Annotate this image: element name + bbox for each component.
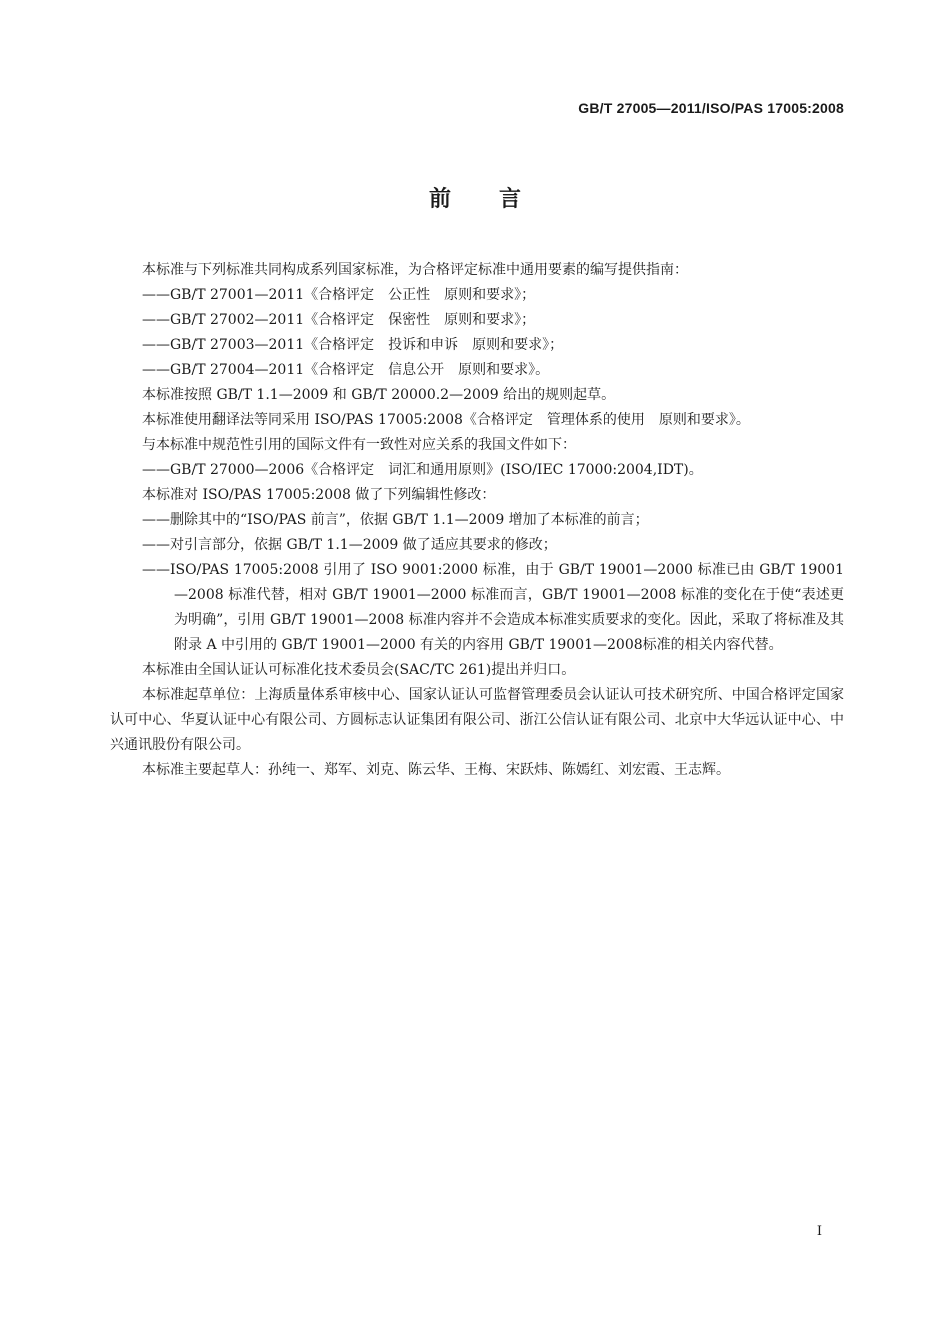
drafters-paragraph: 本标准主要起草人：孙纯一、郑军、刘克、陈云华、王梅、宋跃炜、陈嫣红、刘宏霞、王志辉。 — [142, 762, 730, 778]
list-item-modification-1: ——删除其中的“ISO/PAS 前言”，依据 GB/T 1.1—2009 增加了本标准的前言； — [142, 512, 649, 528]
modifications-paragraph: 本标准对 ISO/PAS 17005:2008 做了下列编辑性修改： — [142, 487, 496, 503]
document-body — [110, 258, 844, 783]
list-item-gbt27003: ——GB/T 27003—2011《合格评定 投诉和申诉 原则和要求》； — [142, 337, 564, 353]
intro-paragraph: 本标准与下列标准共同构成系列国家标准，为合格评定标准中通用要素的编写提供指南： — [142, 262, 688, 278]
drafting-units-paragraph: 本标准起草单位：上海质量体系审核中心、国家认证认可监督管理委员会认证认可技术研究所、中国合格评定国家认可中心、华夏认证中心有限公司、方圆标志认证集团有限公司、浙江公信认证有限公司、北京中大华远认证中心、中兴通讯股份有限公司。 — [110, 687, 844, 753]
adoption-paragraph: 本标准使用翻译法等同采用 ISO/PAS 17005:2008《合格评定 管理体系的使用 原则和要求》。 — [142, 412, 750, 428]
committee-paragraph: 本标准由全国认证认可标准化技术委员会(SAC/TC 261)提出并归口。 — [142, 662, 576, 678]
list-item-gbt27001: ——GB/T 27001—2011《合格评定 公正性 原则和要求》； — [142, 287, 536, 303]
list-item-gbt27002: ——GB/T 27002—2011《合格评定 保密性 原则和要求》； — [142, 312, 536, 328]
list-item-modification-2: ——对引言部分，依据 GB/T 1.1—2009 做了适应其要求的修改； — [142, 537, 557, 553]
drafting-rules-paragraph: 本标准按照 GB/T 1.1—2009 和 GB/T 20000.2—2009 给出的规则起草。 — [142, 387, 616, 403]
correspondence-paragraph: 与本标准中规范性引用的国际文件有一致性对应关系的我国文件如下： — [142, 437, 576, 453]
list-item-modification-3: ——ISO/PAS 17005:2008 引用了 ISO 9001:2000 标准，由于 GB/T 19001—2000 标准已由 GB/T 19001—2008 标准代替，相对 GB/T 19001—2000 标准而言，GB/T 19001—2008 标准的变化在于使“表述更为明确”，引用 GB/T 19001—2008 标准内容并不会造成本标准实质要求的变化。因此，采取了将标准及其附录 A 中引用的 GB/T 19001—2000 有关的内容用 GB/T 19001—2008标准的相关内容代替。 — [142, 562, 844, 653]
list-item-gbt27000: ——GB/T 27000—2006《合格评定 词汇和通用原则》(ISO/IEC 17000:2004,IDT)。 — [142, 462, 703, 478]
page-title: 前言 — [428, 187, 569, 212]
list-item-gbt27004: ——GB/T 27004—2011《合格评定 信息公开 原则和要求》。 — [142, 362, 550, 378]
page-number: I — [816, 1224, 822, 1239]
standard-code-header: GB/T 27005—2011/ISO/PAS 17005:2008 — [578, 100, 844, 116]
